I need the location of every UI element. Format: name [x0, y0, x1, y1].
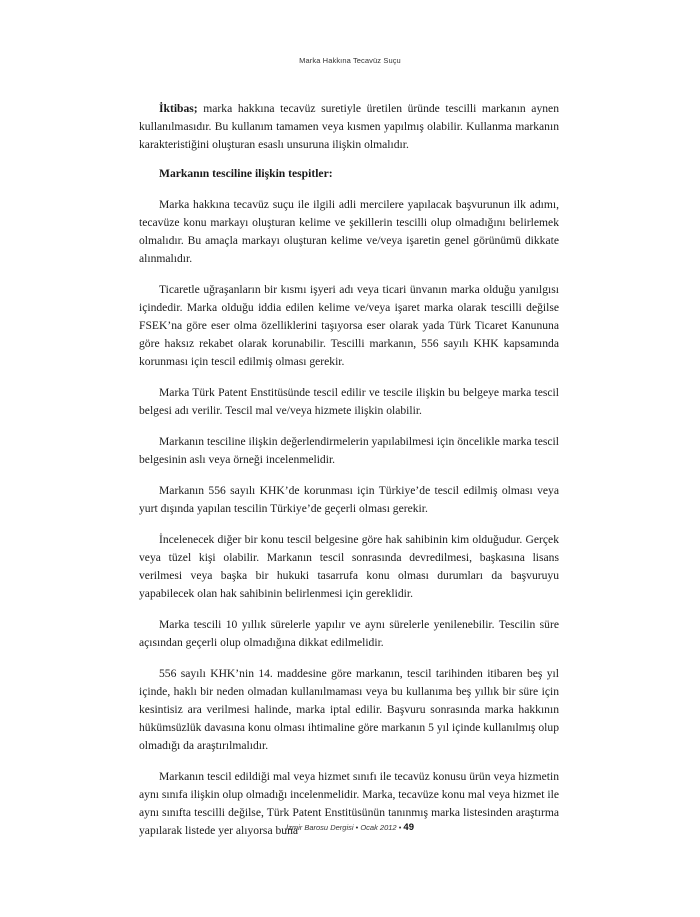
paragraph: Markanın tesciline ilişkin değerlendirmelerin yapılabilmesi için öncelikle marka tescil belgesinin aslı veya örneği incelenmelidir.: [139, 435, 559, 466]
section-heading: Markanın tesciline ilişkin tespitler:: [159, 167, 333, 180]
page-footer: [0, 822, 700, 833]
paragraph-text: marka hakkına tecavüz suretiyle üretilen üründe tescilli markanın aynen kullanılmasıdır. Bu kullanım tamamen veya kısmen yapılmış olabilir. Kullanma markanın karakteristiğini oluşturan esaslı unsuruna ilişkin olmalıdır.: [139, 102, 559, 151]
footer-separator: •: [396, 823, 404, 832]
footer-separator: •: [353, 823, 361, 832]
paragraph: Ticaretle uğraşanların bir kısmı işyeri adı veya ticari ünvanın marka olduğu yanılgısı içindedir. Marka olduğu iddia edilen kelime ve/veya işaret marka olarak tescilli değilse FSEK’na göre eser olma özelliklerini taşıyorsa eser olarak yada Türk Ticaret Kanununa göre haksız rekabet olarak korunabilir. Tescilli markanın, 556 sayılı KHK kapsamında korunması için tescil edilmiş olması gerekir.: [139, 283, 559, 368]
page-number: 49: [403, 822, 414, 833]
paragraph: Markanın tescil edildiği mal veya hizmet sınıfı ile tecavüz konusu ürün veya hizmetin aynı sınıfa ilişkin olup olmadığı incelenmelidir. Marka, tecavüze konu mal veya hizmet ile aynı sınıfta tescilli değilse, Türk Patent Enstitüsünün tanınmış marka listesinden araştırma yapılarak listede yer alıyorsa buna: [139, 770, 559, 837]
paragraph: Marka Türk Patent Enstitüsünde tescil edilir ve tescile ilişkin bu belgeye marka tescil belgesi adı verilir. Tescil mal ve/veya hizmete ilişkin olabilir.: [139, 386, 559, 417]
issue-date: Ocak 2012: [360, 823, 397, 832]
paragraph-iktibas: [139, 100, 559, 154]
paragraph-lead-term: İktibas;: [159, 102, 198, 115]
paragraph: Marka hakkına tecavüz suçu ile ilgili adli mercilere yapılacak başvurunun ilk adımı, tecavüze konu markayı oluşturan kelime ve şekillerin tescilli olup olmadığını belirlemek olmalıdır. Bu amaçla markayı oluşturan kelime ve/veya işaretin genel görünümü dikkate alınmalıdır.: [139, 198, 559, 265]
paragraph: Markanın 556 sayılı KHK’de korunması için Türkiye’de tescil edilmiş olması veya yurt dışında yapılan tescilin Türkiye’de geçerli olması gerekir.: [139, 484, 559, 515]
page-body: [139, 100, 559, 853]
journal-name: İzmir Barosu Dergisi: [286, 823, 354, 832]
paragraph: 556 sayılı KHK’nin 14. maddesine göre markanın, tescil tarihinden itibaren beş yıl içinde, haklı bir neden olmadan kullanılmaması veya bu kullanıma beş yıllık bir süre için kesintisiz ara verilmesi halinde, marka iptal edilir. Başvuru sonrasında marka hakkının hükümsüzlük davasına konu olması ihtimaline göre markanın 5 yıl içinde kullanılmış olup olmadığı da araştırılmalıdır.: [139, 667, 559, 752]
paragraph: Marka tescili 10 yıllık sürelerle yapılır ve aynı sürelerle yenilenebilir. Tescilin süre açısından geçerli olup olmadığına dikkat edilmelidir.: [139, 618, 559, 649]
paragraph: İncelenecek diğer bir konu tescil belgesine göre hak sahibinin kim olduğudur. Gerçek veya tüzel kişi olabilir. Markanın tescil sonrasında devredilmesi, başkasına lisans verilmesi veya başka bir hukuki tasarrufa konu olması durumları da başvuruyu yapabilecek olan hak sahibinin belirlenmesi için gereklidir.: [139, 533, 559, 600]
running-header: Marka Hakkına Tecavüz Suçu: [299, 56, 401, 65]
